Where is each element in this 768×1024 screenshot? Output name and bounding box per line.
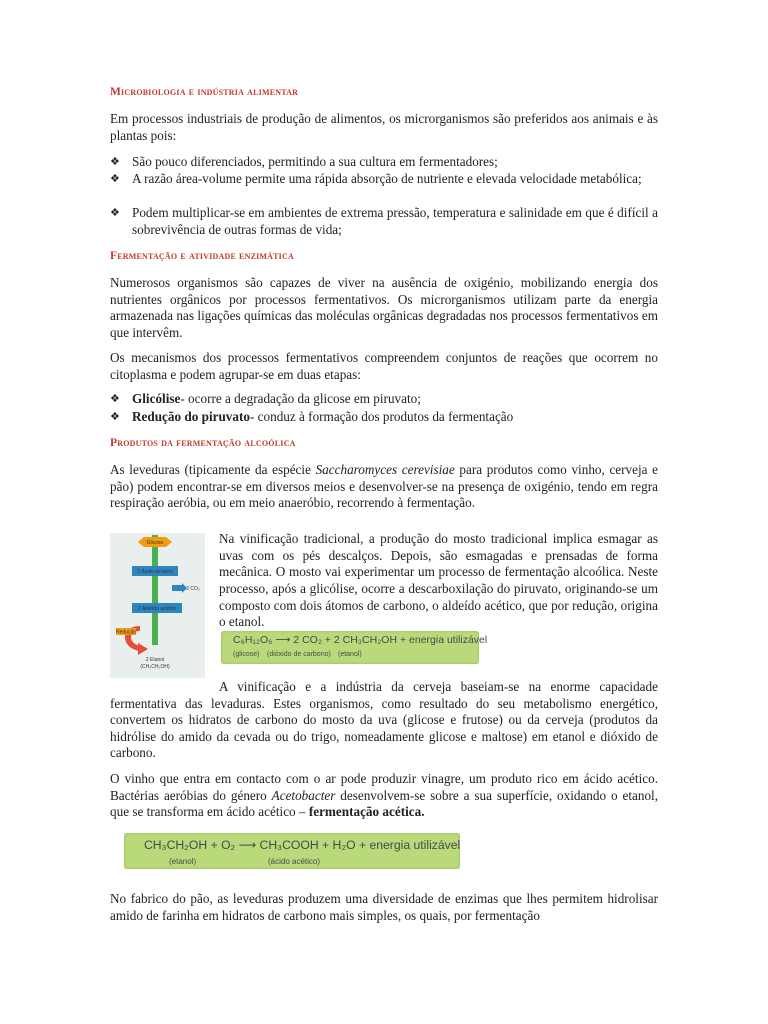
- paragraph-bread: No fabrico do pão, as leveduras produzem uma diversidade de enzimas que lhes permitem hidrolisar amido de farinha em hidratos de carbono mais simples, os quais, por fermentação: [110, 891, 658, 923]
- paragraph-fermentation-1: Numerosos organismos são capazes de viver na ausência de oxigénio, mobilizando energia dos nutrientes orgânicos por processos fermentativos. Os microrganismos utilizam parte da energia armazenada nas ligações químicas das moléculas orgânicas degradadas nos processos fermentativos em que intervêm.: [110, 275, 658, 340]
- paragraph-yeasts: As leveduras (tipicamente da espécie Saccharomyces cerevisiae para produtos como vinho, cerveja e pão) podem encontrar-se em diversos meios e desenvolver-se na presença de oxigénio, tendo em regra respiração aeróbia, ou em meio anaeróbio, recorrendo à fermentação.: [110, 462, 659, 511]
- equation-label: (etanol): [169, 857, 197, 866]
- equation-label: (ácido acético): [268, 857, 321, 866]
- equation-label: (glicose): [233, 651, 260, 658]
- diagram-label-aldeido: 2 Aldeído acético: [137, 606, 177, 612]
- bullet-diamond-icon: ❖: [110, 393, 120, 405]
- section-heading-fermentation: Fermentação e atividade enzimática: [110, 250, 294, 262]
- diagram-label-glicose: Glicose: [146, 540, 164, 546]
- bullet-diamond-icon: ❖: [110, 156, 120, 168]
- paragraph-wine-beer: A vinificação e a indústria da cerveja baseiam-se na enorme capacidade fermentativa das levaduras. Estes organismos, como resultado do seu metabolismo energético, convertem os hidratos de carbono do mosto da uva (glicose e frutose) ou da cerveja (produtos da hidrólise do amido da cevada ou do trigo, nomeadamente glicose e maltose) em etanol e dióxido de carbono.: [110, 679, 658, 761]
- list-item: ❖ A razão área-volume permite uma rápida absorção de nutriente e elevada velocidade metabólica;: [110, 171, 642, 186]
- fermentation-diagram: [110, 533, 205, 678]
- list-item: ❖ São pouco diferenciados, permitindo a sua cultura em fermentadores;: [110, 154, 498, 169]
- diagram-label-etanol-formula: (CH₃CH₂OH): [140, 664, 170, 670]
- bullet-diamond-icon: ❖: [110, 411, 120, 423]
- section-heading-microbiology: Microbiologia e indústria alimentar: [110, 86, 299, 98]
- equation-formula: C₆H₁₂O₆ ⟶ 2 CO₂ + 2 CH₃CH₂OH + energia utilizável: [233, 634, 488, 646]
- list-item: ❖ Glicólise- ocorre a degradação da glicose em piruvato;: [110, 391, 421, 406]
- equation-label: (dióxido de carbono): [267, 651, 331, 658]
- section-heading-alcoholic-products: Produtos da fermentação alcoólica: [110, 437, 296, 449]
- paragraph-intro: Em processos industriais de produção de alimentos, os microrganismos são preferidos aos animais e às plantas pois:: [110, 111, 658, 143]
- list-item: ❖ Podem multiplicar-se em ambientes de extrema pressão, temperatura e salinidade em que é difícil a sobrevivência de outras formas de vida;: [110, 205, 658, 237]
- list-item: ❖ Redução do piruvato- conduz à formação dos produtos da fermentação: [110, 409, 514, 424]
- equation-label: (etanol): [338, 651, 362, 658]
- paragraph-fermentation-2: Os mecanismos dos processos fermentativos compreendem conjuntos de reações que ocorrem no citoplasma e podem agrupar-se em duas etapas:: [110, 350, 658, 382]
- bullet-diamond-icon: ❖: [110, 173, 120, 185]
- diagram-label-piruvico: 2 Ácido pirúvico: [137, 569, 173, 575]
- diagram-label-co2: 2 CO₂: [186, 586, 200, 592]
- equation-alcoholic-fermentation: [221, 631, 488, 664]
- paragraph-vinification: Na vinificação tradicional, a produção do mosto tradicional implica esmagar as uvas com os pés descalços. Depois, são esmagadas e prensadas de forma mecânica. O mosto vai experimentar um processo de fermentação alcoólica. Neste processo, após a glicólise, ocorre a descarboxilação do piruvato, originando-se um composto com dois átomos de carbono, o aldeído acético, que por redução, origina o etanol.: [219, 531, 658, 630]
- equation-formula: CH₃CH₂OH + O₂ ⟶ CH₃COOH + H₂O + energia utilizável: [144, 838, 461, 852]
- diagram-label-reducao: Redução: [115, 629, 137, 636]
- bullet-diamond-icon: ❖: [110, 207, 120, 219]
- paragraph-vinegar: O vinho que entra em contacto com o ar pode produzir vinagre, um produto rico em ácido acético. Bactérias aeróbias do género Acetobacter desenvolvem-se sobre a sua superfície, oxidando o etanol, que se transforma em ácido acético – fermentação acética.: [110, 771, 658, 820]
- diagram-label-etanol: 2 Etanol: [145, 657, 165, 663]
- equation-acetic-fermentation: [124, 833, 460, 869]
